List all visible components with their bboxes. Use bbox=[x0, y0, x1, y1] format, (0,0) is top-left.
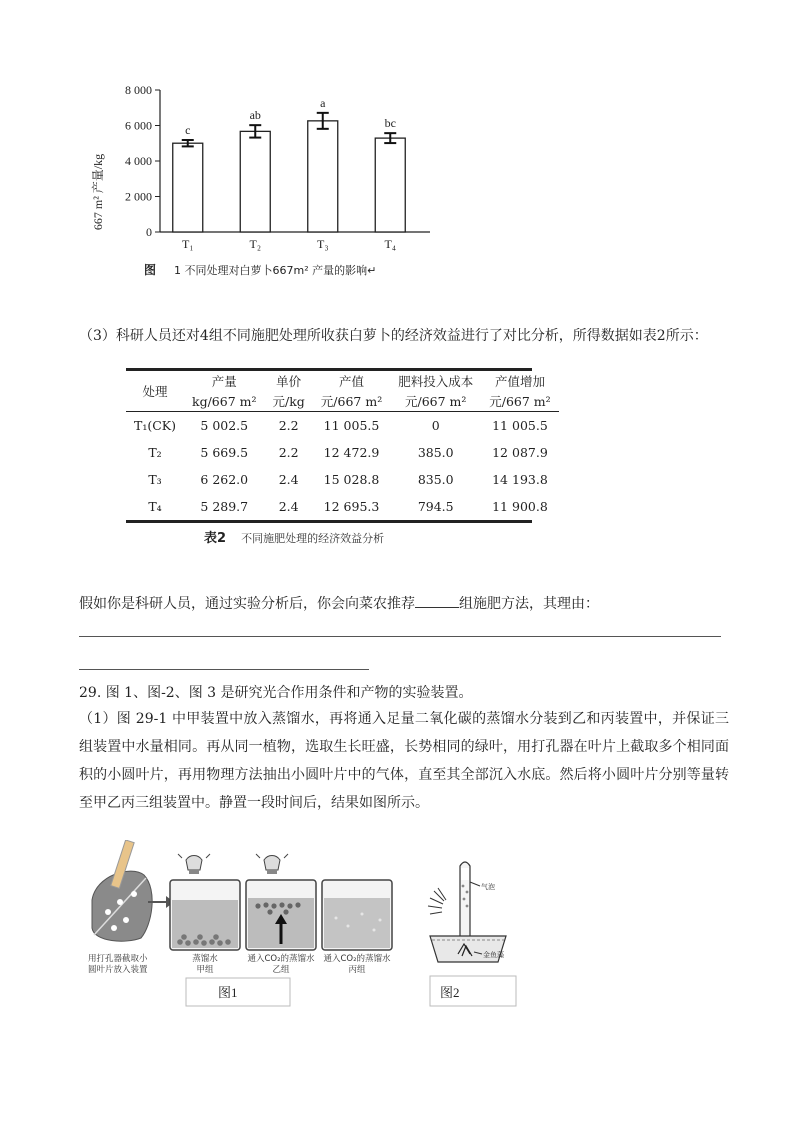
y-tick-label: 2 000 bbox=[125, 189, 152, 204]
recommend-text-after: 组施肥方法，其理由： bbox=[459, 596, 599, 612]
table-cell: 12 695.3 bbox=[323, 499, 380, 514]
x-tick-label: T₃ bbox=[316, 237, 329, 251]
leaf-illustration bbox=[92, 840, 152, 941]
bar bbox=[308, 121, 338, 232]
beaker-yi-label: 通入CO₂的蒸馏水 bbox=[247, 954, 315, 964]
leaf-label-line-2: 圆叶片放入装置 bbox=[88, 965, 148, 975]
table-cell: 11 005.5 bbox=[492, 418, 548, 433]
y-tick-label: 0 bbox=[146, 225, 152, 239]
table-row bbox=[126, 466, 559, 493]
light-source-icon bbox=[428, 888, 446, 914]
table-cell: 11 005.5 bbox=[323, 418, 380, 433]
table-cell: T₄ bbox=[148, 499, 162, 514]
answer-blank[interactable] bbox=[415, 595, 459, 608]
table-cell: T₃ bbox=[148, 472, 162, 487]
table-cell: 5 669.5 bbox=[200, 445, 249, 460]
table-header-cell: 肥料投入成本 bbox=[398, 374, 474, 389]
y-tick-label: 6 000 bbox=[125, 118, 152, 133]
beaker-bing-label: 通入CO₂的蒸馏水 bbox=[323, 954, 391, 964]
table-header-cell: 产值 bbox=[339, 374, 365, 389]
table-unit-cell: 元/667 m² bbox=[489, 394, 551, 409]
recommend-question bbox=[79, 590, 769, 618]
bar bbox=[240, 131, 270, 232]
table-caption-text: 不同施肥处理的经济效益分析 bbox=[241, 532, 385, 545]
recommend-text-before: 假如你是科研人员，通过实验分析后，你会向菜农推荐 bbox=[79, 596, 415, 612]
table-cell: 0 bbox=[431, 418, 440, 433]
table-cell: 5 002.5 bbox=[200, 418, 249, 433]
table-unit-cell: kg/667 m² bbox=[192, 393, 257, 409]
figure-2-apparatus bbox=[426, 846, 522, 1008]
table-cell: 2.4 bbox=[278, 472, 299, 487]
table-cell: 12 087.9 bbox=[492, 445, 548, 460]
answer-line[interactable] bbox=[79, 636, 721, 637]
bubble-label: 气泡 bbox=[481, 883, 495, 891]
table-header-row-2 bbox=[126, 391, 559, 412]
yield-bar-chart bbox=[80, 80, 440, 280]
table-cell: 6 262.0 bbox=[200, 472, 249, 487]
table-cell: 794.5 bbox=[417, 499, 454, 514]
table-cell: 835.0 bbox=[417, 472, 454, 487]
leaf-label-line-1: 用打孔器截取小 bbox=[88, 954, 148, 964]
x-tick-label: T₁ bbox=[181, 237, 194, 251]
table-unit-cell: 元/667 m² bbox=[320, 394, 383, 409]
figure-1-caption: 图1 bbox=[218, 985, 238, 1000]
question-29-title: 29. 图 1、图-2、图 3 是研究光合作用条件和产物的实验装置。 bbox=[79, 685, 473, 701]
y-tick-label: 4 000 bbox=[125, 154, 152, 168]
x-tick-label: T₄ bbox=[384, 237, 397, 251]
table-unit-cell: 元/667 m² bbox=[405, 394, 467, 409]
significance-letter: c bbox=[185, 123, 191, 138]
table-cell: 11 900.8 bbox=[492, 499, 548, 514]
chart-caption-text: 1 不同处理对白萝卜667m² 产量的影响↵ bbox=[174, 264, 377, 277]
table-cell: 15 028.8 bbox=[323, 472, 380, 487]
plant-label: 金鱼藻 bbox=[483, 951, 504, 959]
significance-letter: ab bbox=[249, 108, 261, 123]
table-header-cell: 产值增加 bbox=[494, 374, 545, 389]
table-row bbox=[126, 412, 559, 440]
bubble-pointer bbox=[470, 882, 480, 886]
table-caption-label: 表2 bbox=[204, 531, 227, 546]
table-cell: T₁(CK) bbox=[134, 418, 177, 433]
chart-ylabel: 667 m² 产量/kg bbox=[91, 153, 105, 231]
table-cell: 12 472.9 bbox=[323, 445, 380, 460]
test-tube bbox=[460, 862, 470, 938]
bar bbox=[375, 138, 405, 232]
table-header-cell: 单价 bbox=[276, 374, 302, 389]
beaker-yi bbox=[246, 854, 316, 950]
table-row bbox=[126, 493, 559, 520]
table-cell: 5 289.7 bbox=[200, 499, 249, 514]
table-cell: 14 193.8 bbox=[492, 472, 548, 487]
table-cell: 2.2 bbox=[278, 445, 299, 460]
answer-line[interactable] bbox=[79, 669, 369, 670]
beaker-bing bbox=[322, 880, 392, 950]
chart-caption-label: 图 bbox=[144, 263, 157, 277]
table-cell: 2.4 bbox=[278, 499, 299, 514]
table-header-cell: 产量 bbox=[211, 374, 237, 389]
question-3-text: （3）科研人员还对4组不同施肥处理所收获白萝卜的经济效益进行了对比分析，所得数据如表2所示： bbox=[79, 328, 708, 344]
significance-letter: bc bbox=[384, 116, 396, 131]
table-cell: 385.0 bbox=[417, 445, 454, 460]
y-tick-label: 8 000 bbox=[125, 83, 152, 97]
question-29-paragraph: （1）图 29-1 中甲装置中放入蒸馏水，再将通入足量二氧化碳的蒸馏水分装到乙和丙装置中，并保证三组装置中水量相同。再从同一植物，选取生长旺盛，长势相同的绿叶，用打孔器在叶片上截取多个相同面积的小圆叶片，再用物理方法抽出小圆叶片中的气体，直至其全部沉入水底。然后将小圆叶片分别等量转至甲乙丙三组装置中。静置一段时间后，结果如图所示。 bbox=[79, 711, 729, 811]
figure-1-apparatus bbox=[86, 840, 416, 1008]
table-header-cell: 处理 bbox=[126, 371, 184, 412]
figure-2-caption: 图2 bbox=[440, 985, 460, 1000]
table-cell: 2.2 bbox=[278, 418, 299, 433]
significance-letter: a bbox=[320, 95, 326, 110]
beaker-bing-group: 丙组 bbox=[348, 965, 366, 975]
table-unit-cell: 元/kg bbox=[272, 394, 305, 409]
table-header-row-1 bbox=[126, 371, 559, 391]
beaker-yi-group: 乙组 bbox=[272, 965, 290, 975]
beaker-jia-group: 甲组 bbox=[196, 965, 214, 975]
x-tick-label: T₂ bbox=[249, 237, 262, 251]
beaker-jia-label: 蒸馏水 bbox=[192, 954, 218, 964]
beaker-jia bbox=[170, 854, 240, 950]
table-row bbox=[126, 439, 559, 466]
table-2 bbox=[126, 368, 551, 546]
table-cell: T₂ bbox=[148, 445, 162, 460]
bar bbox=[173, 143, 203, 232]
